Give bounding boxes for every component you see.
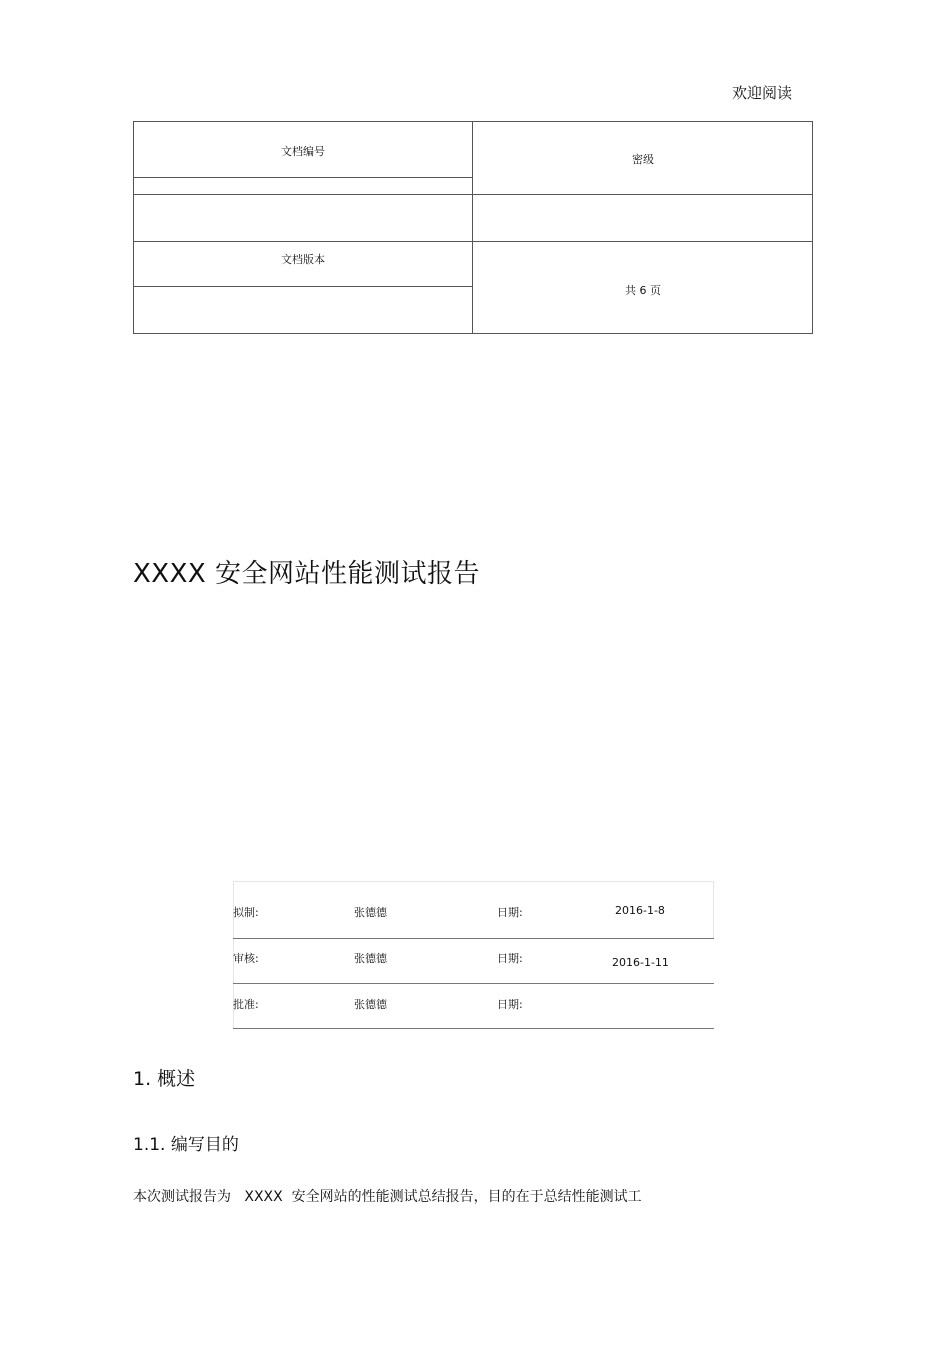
body-paragraph: 本次测试报告为 XXXX 安全网站的性能测试总结报告，目的在于总结性能测试工 xyxy=(133,1189,642,1205)
signoff-date: 2016-1-8 xyxy=(615,904,665,917)
signoff-date: 2016-1-11 xyxy=(612,956,669,969)
signoff-date-label: 日期: xyxy=(497,906,523,919)
signoff-role: 拟制: xyxy=(233,906,259,919)
signoff-border-bottom xyxy=(233,1028,714,1029)
signoff-border-right xyxy=(713,881,714,938)
signoff-name: 张德德 xyxy=(354,998,387,1011)
page-count-label: 共 6 页 xyxy=(625,284,661,297)
signoff-name: 张德德 xyxy=(354,906,387,919)
section-heading-overview: 1. 概述 xyxy=(133,1068,196,1090)
signoff-name: 张德德 xyxy=(354,952,387,965)
doc-version-label: 文档版本 xyxy=(281,253,325,266)
table-border-bottom xyxy=(133,333,813,334)
signoff-role: 批准: xyxy=(233,998,259,1011)
secrecy-label: 密级 xyxy=(632,153,654,166)
doc-number-label: 文档编号 xyxy=(281,145,325,158)
signoff-divider-2 xyxy=(233,983,714,984)
signoff-divider-1 xyxy=(233,938,714,939)
signoff-date-label: 日期: xyxy=(497,998,523,1011)
section-heading-purpose: 1.1. 编写目的 xyxy=(133,1135,239,1155)
table-divider-h4 xyxy=(133,286,473,287)
table-divider-h2 xyxy=(133,194,813,195)
header-note: 欢迎阅读 xyxy=(731,84,792,102)
document-title: XXXX 安全网站性能测试报告 xyxy=(133,559,481,589)
table-divider-h3 xyxy=(133,241,813,242)
signoff-date-label: 日期: xyxy=(497,952,523,965)
table-divider-h1 xyxy=(133,177,473,178)
document-info-table xyxy=(133,121,813,334)
signoff-role: 审核: xyxy=(233,952,259,965)
table-border-top xyxy=(133,121,813,122)
signoff-table xyxy=(233,881,714,1029)
signoff-border-top xyxy=(233,881,714,882)
